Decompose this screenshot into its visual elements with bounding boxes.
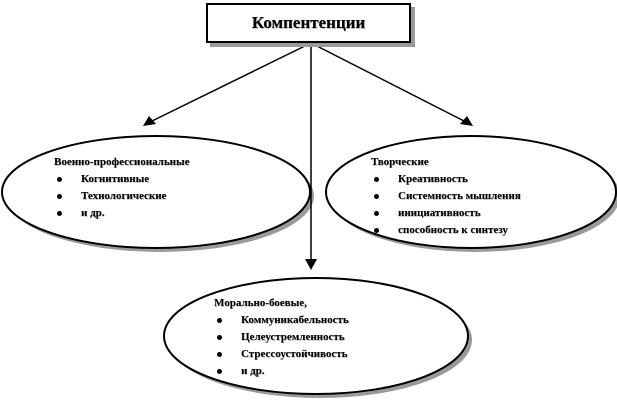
- list-item-label: инициативность: [398, 207, 481, 219]
- list-item: [214, 329, 349, 346]
- list-item: [371, 171, 521, 188]
- bullet-icon: [57, 194, 62, 199]
- diagram-title: Компентенции: [251, 13, 366, 32]
- list-item-label: Коммуникабельность: [241, 314, 349, 326]
- node-heading: Военно-профессиональные: [54, 156, 190, 168]
- list-item-label: способность к синтезу: [398, 224, 508, 236]
- list-item: [54, 205, 189, 222]
- bullet-icon: [57, 211, 62, 216]
- node-item-list: [214, 312, 349, 380]
- node-item-list: [371, 171, 521, 239]
- connector-right: [311, 43, 466, 122]
- list-item-label: и др.: [81, 207, 105, 219]
- bullet-icon: [217, 335, 222, 340]
- list-item-label: Когнитивные: [81, 173, 150, 185]
- list-item-label: и др.: [241, 365, 265, 377]
- title-box: [206, 3, 411, 43]
- bullet-icon: [374, 228, 379, 233]
- arrowhead-center: [305, 259, 317, 270]
- list-item-label: Креативность: [398, 173, 468, 185]
- list-item: [214, 312, 349, 329]
- connector-left: [150, 43, 311, 122]
- bullet-icon: [217, 352, 222, 357]
- node-item-list: [54, 171, 189, 222]
- node-military-professional: [54, 154, 189, 222]
- bullet-icon: [217, 318, 222, 323]
- node-heading: Творческие: [371, 156, 429, 168]
- list-item-label: Системность мышления: [398, 190, 521, 202]
- list-item: [54, 171, 189, 188]
- list-item: [54, 188, 189, 205]
- list-item-label: Технологические: [81, 190, 167, 202]
- list-item: [371, 205, 521, 222]
- list-item: [371, 222, 521, 239]
- arrowhead-left: [143, 116, 156, 126]
- bullet-icon: [217, 369, 222, 374]
- list-item: [371, 188, 521, 205]
- bullet-icon: [374, 177, 379, 182]
- node-heading: Морально-боевые,: [214, 297, 307, 309]
- arrowhead-right: [460, 116, 473, 126]
- list-item-label: Целеустремленность: [241, 331, 345, 343]
- list-item-label: Стрессоустойчивость: [241, 348, 348, 360]
- bullet-icon: [374, 211, 379, 216]
- bullet-icon: [374, 194, 379, 199]
- node-creative: [371, 154, 521, 239]
- list-item: [214, 346, 349, 363]
- bullet-icon: [57, 177, 62, 182]
- node-moral-combat: [214, 295, 349, 380]
- list-item: [214, 363, 349, 380]
